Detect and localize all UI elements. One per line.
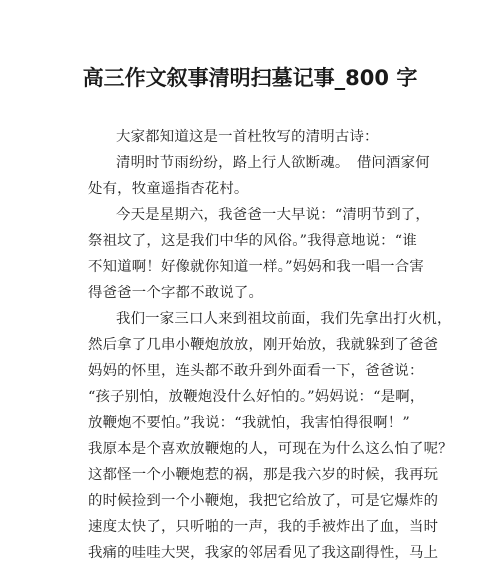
paragraph-line: 放鞭炮不要怕。”我说：“我就怕，我害怕得很啊！”	[88, 415, 410, 431]
paragraph-line: 然后拿了几串小鞭炮放放，刚开始放，我就躲到了爸爸	[88, 337, 439, 353]
paragraph-line: 妈妈的怀里，连头都不敢升到外面看一下，爸爸说：	[88, 363, 424, 379]
paragraph-line: 今天是星期六，我爸爸一大早说：“清明节到了，	[116, 207, 430, 223]
paragraph-line: “孩子别怕，放鞭炮没什么好怕的。”妈妈说：“是啊，	[88, 389, 425, 405]
paragraph-line: 得爸爸一个字都不敢说了。	[88, 285, 264, 301]
poem-line: 处有，牧童遥指杏花村。	[88, 181, 249, 197]
paragraph-line: 大家都知道这是一首杜牧写的清明古诗：	[116, 129, 379, 145]
paragraph-line: 的时候捡到一个小鞭炮，我把它给放了，可是它爆炸的	[88, 493, 439, 509]
poem-line: 清明时节雨纷纷，路上行人欲断魂。 借问酒家何	[116, 155, 430, 171]
paragraph-line: 不知道啊！好像就你知道一样。”妈妈和我一唱一合害	[88, 259, 424, 275]
document-title: 高三作文叙事清明扫墓记事_800 字	[82, 66, 418, 90]
paragraph-line: 我们一家三口人来到祖坟前面，我们先拿出打火机，	[116, 311, 452, 327]
document-body	[88, 124, 453, 566]
paragraph-line: 我原本是个喜欢放鞭炮的人，可现在为什么这么怕了呢？	[88, 441, 453, 457]
paragraph-line: 这都怪一个小鞭炮惹的祸，那是我六岁的时候，我再玩	[88, 467, 439, 483]
paragraph-line: 速度太快了，只听啪的一声，我的手被炸出了血，当时	[88, 519, 439, 535]
paragraph-line: 我痛的哇哇大哭，我家的邻居看见了我这副得性，马上	[88, 545, 439, 561]
paragraph-line: 祭祖坟了，这是我们中华的风俗。”我得意地说：“谁	[88, 233, 417, 249]
